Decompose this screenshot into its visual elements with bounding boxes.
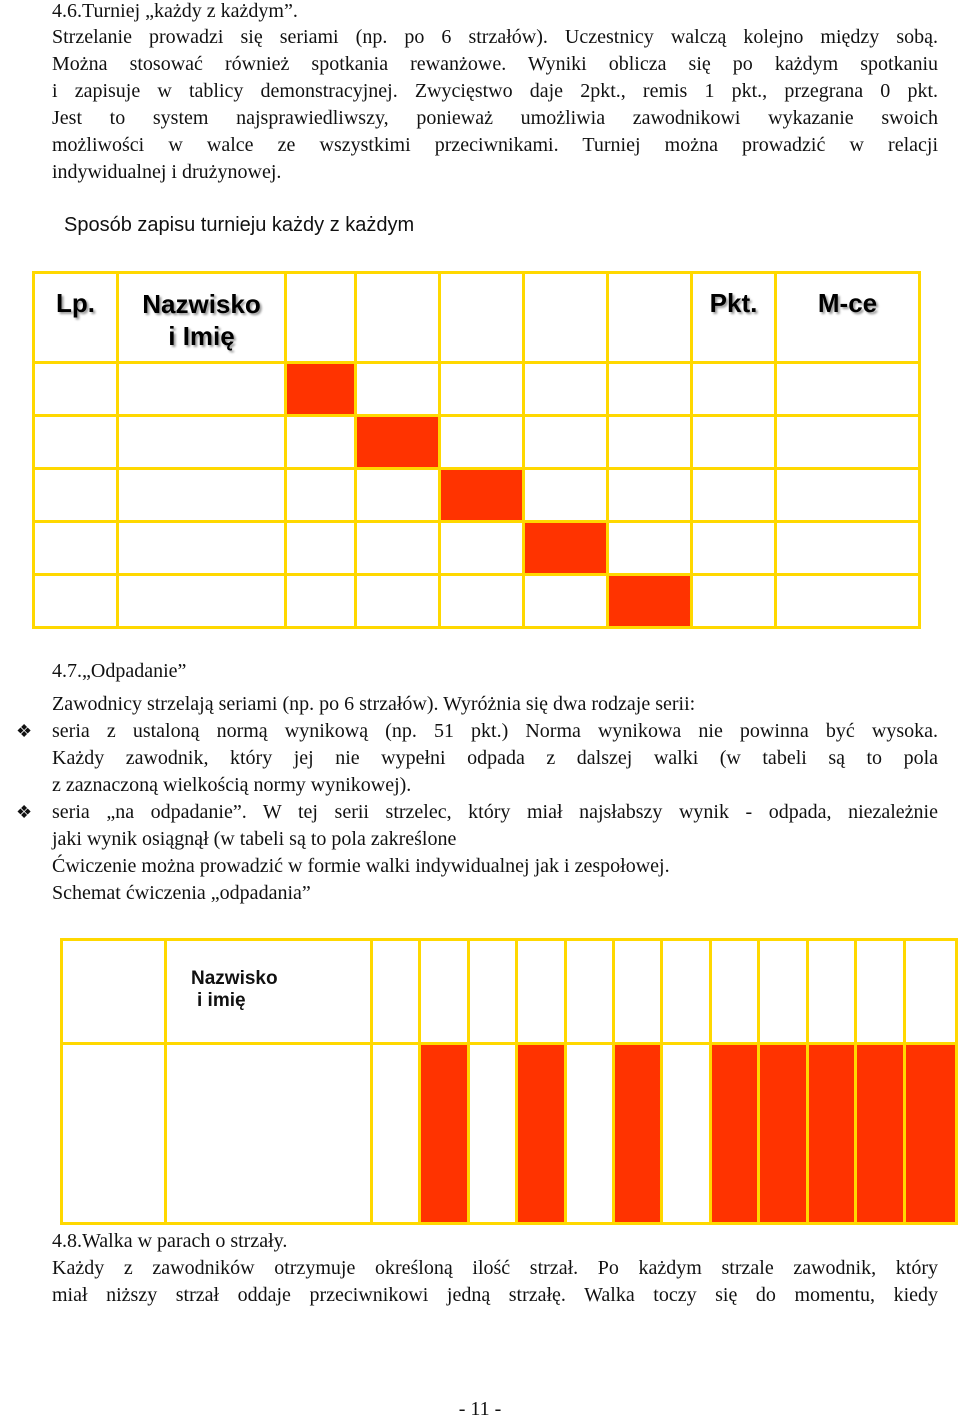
eliminated-cell xyxy=(711,1044,759,1224)
eliminated-cell xyxy=(856,1044,905,1224)
table-header-row xyxy=(34,273,920,363)
eliminated-cell xyxy=(420,1044,469,1224)
elimination-table xyxy=(60,938,958,1225)
eliminated-cell xyxy=(808,1044,856,1224)
header-name-line2: i imię xyxy=(197,990,246,1011)
diagonal-cell xyxy=(440,469,524,522)
table-row xyxy=(34,363,920,416)
bullet-line: seria „na odpadanie”. W tej serii strzelec, który miał najsłabszy wynik - odpada, niezależnie xyxy=(52,801,938,823)
header-name-line2: i Imię xyxy=(168,321,235,351)
paragraph-line: i zapisuje w tablicy demonstracyjnej. Zwycięstwo daje 2pkt., remis 1 pkt., przegrana 0 pkt. xyxy=(52,80,938,102)
paragraph-line: Ćwiczenie można prowadzić w formie walki indywidualnej jak i zespołowej. xyxy=(52,855,670,877)
table-row xyxy=(34,522,920,575)
header-name-line1: Nazwisko xyxy=(142,289,261,319)
section-4-7-heading: 4.7.„Odpadanie” xyxy=(52,660,187,682)
table-row xyxy=(34,469,920,522)
paragraph-line: Strzelanie prowadzi się seriami (np. po 6 strzałów). Uczestnicy walczą kolejno między sobą. xyxy=(52,26,938,48)
paragraph-line: Schemat ćwiczenia „odpadania” xyxy=(52,882,311,904)
diagonal-cell xyxy=(608,575,692,628)
bullet-line: z zaznaczoną wielkością normy wynikowej). xyxy=(52,774,412,796)
diagonal-cell xyxy=(524,522,608,575)
table-row xyxy=(62,1044,957,1224)
header-lp: Lp. xyxy=(34,273,118,363)
paragraph-line: Zawodnicy strzelają seriami (np. po 6 strzałów). Wyróżnia się dwa rodzaje serii: xyxy=(52,693,696,715)
header-mce: M-ce xyxy=(776,273,920,363)
bullet-line: jaki wynik osiągnął (w tabeli są to pola zakreślone xyxy=(52,828,457,850)
diagonal-cell xyxy=(286,363,356,416)
table-header-row xyxy=(62,940,957,1044)
diamond-bullet-icon: ❖ xyxy=(16,721,33,741)
bullet-line: seria z ustaloną normą wynikową (np. 51 pkt.) Norma wynikowa nie powinna być wysoka. xyxy=(52,720,938,742)
eliminated-cell xyxy=(759,1044,808,1224)
paragraph-line: możliwości w walce ze wszystkimi przeciwnikami. Turniej można prowadzić w relacji xyxy=(52,134,938,156)
eliminated-cell xyxy=(614,1044,662,1224)
diagonal-cell xyxy=(356,416,440,469)
diamond-bullet-icon: ❖ xyxy=(16,802,33,822)
paragraph-line: indywidualnej i drużynowej. xyxy=(52,161,282,183)
header-name xyxy=(118,273,286,363)
table-row xyxy=(34,416,920,469)
header-name xyxy=(166,940,372,1044)
section-4-8-heading: 4.8.Walka w parach o strzały. xyxy=(52,1230,288,1252)
table-row xyxy=(34,575,920,628)
paragraph-line: Każdy z zawodników otrzymuje określoną ilość strzał. Po każdym strzale zawodnik, który xyxy=(52,1257,938,1279)
bullet-line: Każdy zawodnik, który jej nie wypełni odpada z dalszej walki (w tabeli są to pola xyxy=(52,747,938,769)
section-4-6-heading: 4.6.Turniej „każdy z każdym”. xyxy=(52,0,298,22)
eliminated-cell xyxy=(517,1044,566,1224)
paragraph-line: Jest to system najsprawiedliwszy, ponieważ umożliwia zawodnikowi wykazanie swoich xyxy=(52,107,938,129)
paragraph-line: Można stosować również spotkania rewanżowe. Wyniki oblicza się po każdym spotkaniu xyxy=(52,53,938,75)
table-caption: Sposób zapisu turnieju każdy z każdym xyxy=(64,214,415,236)
round-robin-table xyxy=(32,271,921,629)
eliminated-cell xyxy=(905,1044,957,1224)
paragraph-line: miał niższy strzał oddaje przeciwnikowi jedną strzałę. Walka toczy się do momentu, kiedy xyxy=(52,1284,938,1306)
header-name-line1: Nazwisko xyxy=(191,968,278,989)
header-pkt: Pkt. xyxy=(692,273,776,363)
page-number: - 11 - xyxy=(458,1398,502,1420)
